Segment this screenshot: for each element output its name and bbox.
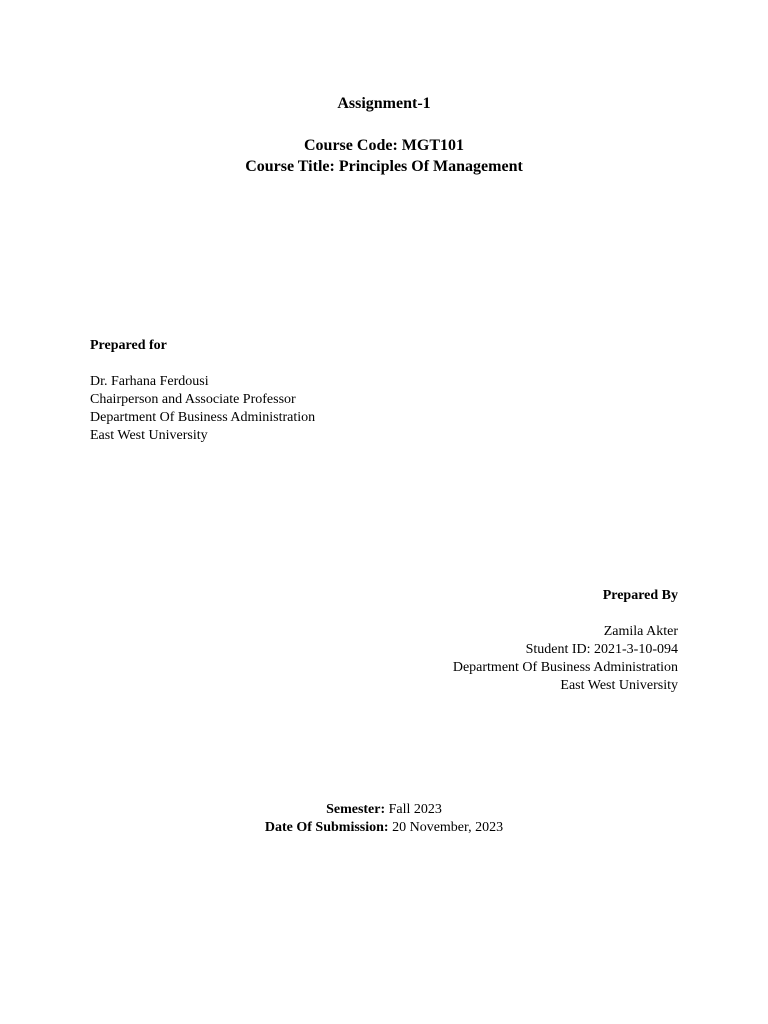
student-department: Department Of Business Administration	[452, 660, 678, 675]
instructor-position: Chairperson and Associate Professor	[90, 392, 296, 407]
submission-date-line	[0, 819, 768, 837]
assignment-title: Assignment-1	[337, 95, 431, 112]
prepared-for-heading: Prepared for	[90, 338, 167, 353]
prepared-for-details	[90, 373, 315, 445]
footer-block	[0, 801, 768, 837]
prepared-by-details	[453, 623, 678, 695]
instructor-university: East West University	[90, 428, 208, 443]
submission-value: 20 November, 2023	[388, 820, 504, 835]
student-university: East West University	[560, 678, 678, 693]
prepared-for-section	[90, 337, 315, 445]
title-block	[0, 93, 768, 177]
student-id: Student ID: 2021-3-10-094	[525, 642, 678, 657]
instructor-department: Department Of Business Administration	[90, 410, 316, 425]
semester-line	[0, 801, 768, 819]
student-name: Zamila Akter	[603, 624, 678, 639]
submission-label: Date Of Submission:	[264, 820, 389, 835]
course-title: Course Title: Principles Of Management	[245, 158, 523, 175]
instructor-name: Dr. Farhana Ferdousi	[90, 374, 209, 389]
prepared-by-section	[453, 587, 678, 695]
semester-label: Semester:	[326, 802, 386, 817]
semester-value: Fall 2023	[385, 802, 442, 817]
prepared-by-heading: Prepared By	[602, 588, 678, 603]
course-code: Course Code: MGT101	[304, 137, 464, 154]
